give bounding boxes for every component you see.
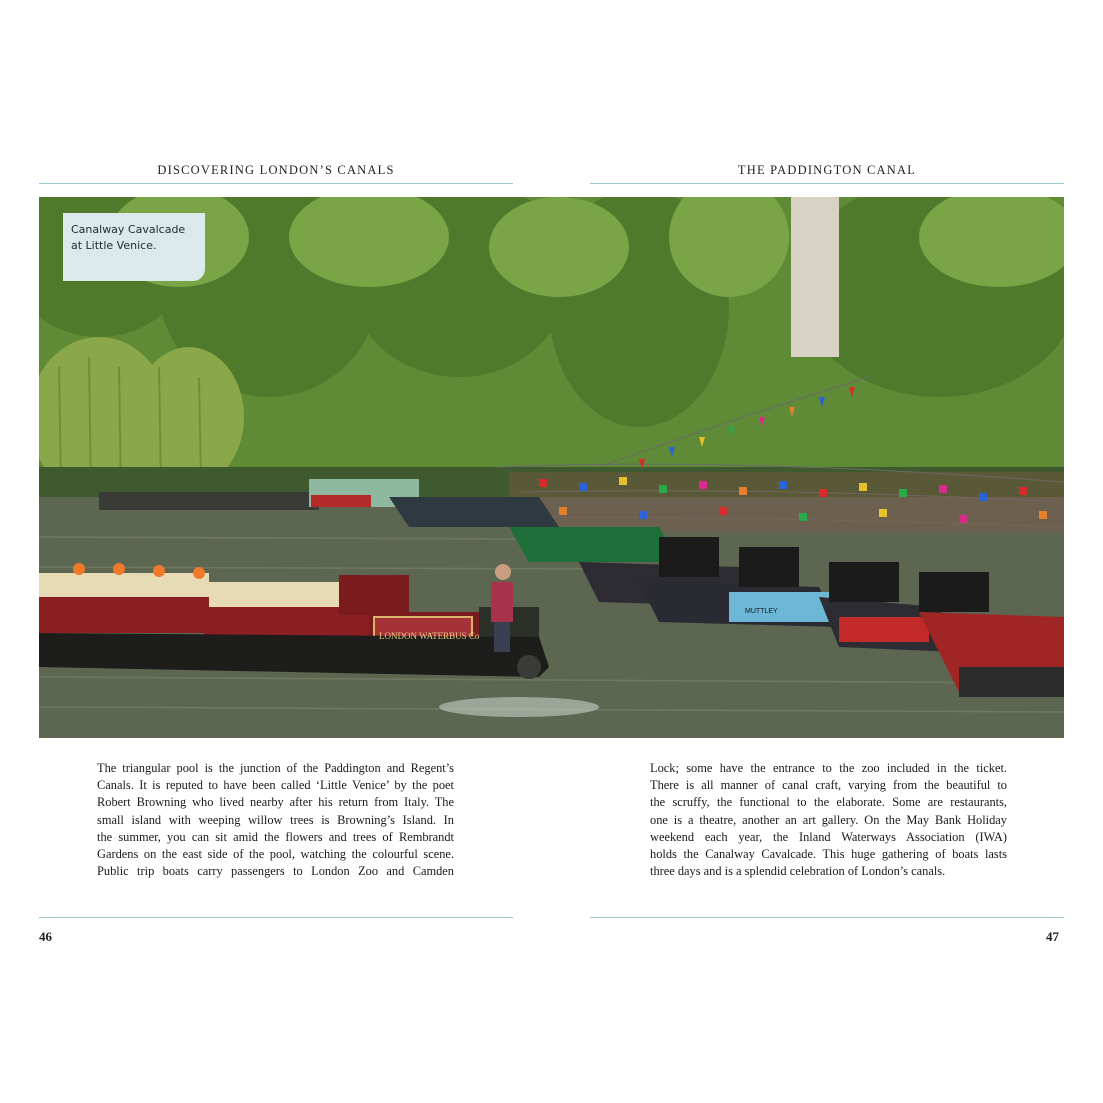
body-line: weekend each year, the Inland Waterways Association (IWA)	[650, 829, 1007, 844]
running-head-left: DISCOVERING LONDON’S CANALS	[157, 163, 395, 177]
moored-boat-name-sign: MUTTLEY	[745, 608, 778, 615]
body-line: the summer, you can sit amid the flowers and trees of Rembrandt	[97, 829, 454, 844]
running-head-right: THE PADDINGTON CANAL	[737, 163, 917, 177]
page-number-right: 47	[1046, 929, 1059, 944]
body-line: Canals. It is reputed to have been called ‘Little Venice’ by the poet	[97, 778, 454, 793]
page-number-left: 46	[39, 929, 52, 944]
body-line: The triangular pool is the junction of the Paddington and Regent’s	[97, 761, 454, 775]
body-line: There is all manner of canal craft, varying from the beautiful to	[650, 778, 1007, 793]
body-text-right	[650, 760, 1007, 880]
header-rule-right	[590, 183, 1064, 184]
body-text-left	[97, 760, 454, 880]
header-rule-left	[39, 183, 513, 184]
body-line: small island with weeping willow trees is Browning’s Island. In	[97, 812, 454, 827]
body-line: Lock; some have the entrance to the zoo included in the ticket.	[650, 761, 1007, 775]
photo-caption: Canalway Cavalcade at Little Venice.	[63, 213, 205, 281]
body-line: three days and is a splendid celebration of London’s canals.	[650, 864, 946, 879]
body-line: Gardens on the east side of the pool, watching the colourful scene.	[97, 847, 454, 862]
footer-rule-left	[39, 917, 513, 918]
body-line: one is a theatre, another an art gallery. On the May Bank Holiday	[650, 812, 1007, 827]
body-line: Robert Browning who lived nearby after his return from Italy. The	[97, 795, 454, 810]
boat-name-sign: LONDON WATERBUS Co	[379, 631, 480, 641]
body-line: holds the Canalway Cavalcade. This huge gathering of boats lasts	[650, 847, 1007, 862]
body-line: Public trip boats carry passengers to London Zoo and Camden	[97, 864, 454, 879]
body-line: the scruffy, the functional to the elaborate. Some are restaurants,	[650, 795, 1007, 810]
footer-rule-right	[590, 917, 1064, 918]
